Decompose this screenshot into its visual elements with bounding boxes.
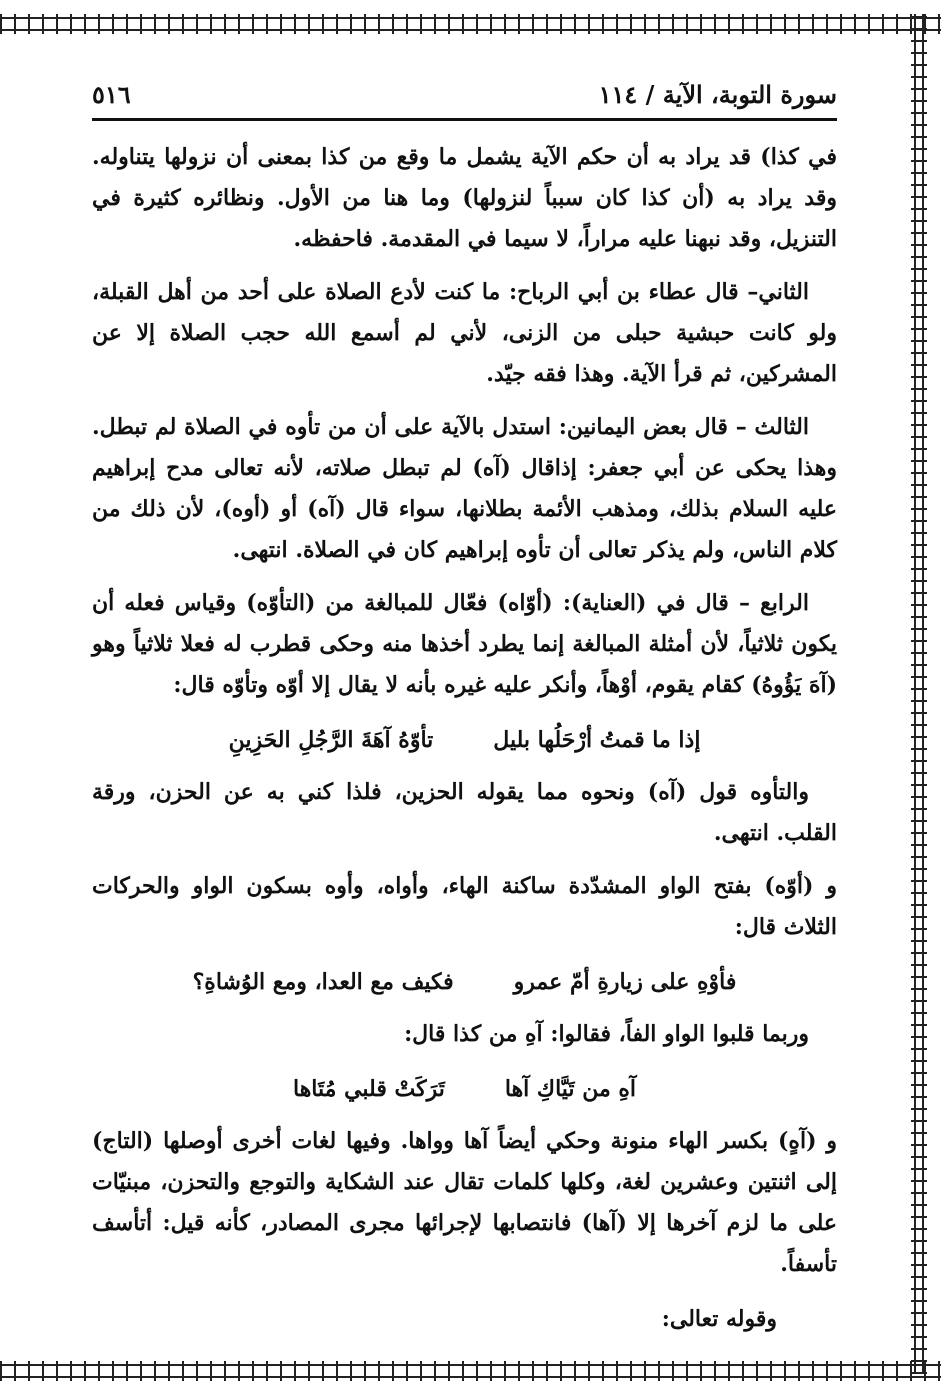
decorative-border-top [0, 14, 941, 34]
poetry-verse-1 [92, 718, 837, 762]
page-number: ٥١٦ [92, 79, 131, 109]
verse-hemistich-left: فكيف مع العدا، ومع الوُشاةِ؟ [192, 969, 454, 995]
line-between-verses: وربما قلبوا الواو الفاً، فقالوا: آهِ من كذا قال: [404, 1021, 809, 1047]
paragraph-6: و (أوّه) بفتح الواو المشدّدة ساكنة الهاء، وأواه، وأوه بسكون الواو والحركات الثلاث قال: [92, 873, 837, 940]
poetry-verse-3 [92, 1067, 837, 1111]
running-header [92, 70, 837, 121]
paragraph-4: الرابع – قال في (العناية): (أوّاه) فعّال للمبالغة من (التأوّه) وقياس فعله أن يكون ثلاثياً، لأن أمثلة المبالغة إنما يطرد أخذها منه وحكى قطرب له فعلا ثلاثياً وهو (آهَ يَؤُوهُ) كقام يقوم، أوْهاً، وأنكر عليه غيره بأنه لا يقال إلا أوّه وتأوّه قال: [92, 590, 837, 698]
paragraph-3: الثالث – قال بعض اليمانين: استدل بالآية على أن من تأوه في الصلاة لم تبطل. وهذا يحكى عن أبي جعفر: إذاقال (آه) لم تبطل صلاته، لأنه تعالى مدح إبراهيم عليه السلام بذلك، ومذهب الأئمة بطلانها، سواء قال (آه) أو (أوه)، لأن ذلك من كلام الناس، ولم يذكر تعالى أن تأوه إبراهيم كان في الصلاة. انتهى. [92, 414, 837, 563]
verse-hemistich-right: إذا ما قمتُ أرْحَلُها بليل [493, 727, 701, 753]
verse-hemistich-left: تأوّهُ آهَةَ الرَّجُلِ الحَزِينِ [228, 727, 434, 753]
header-title: سورة التوبة، الآية / ١١٤ [598, 79, 837, 109]
decorative-border-right [911, 14, 927, 1374]
verse-hemistich-right: آهِ من تَيَّاكِ آها [504, 1076, 637, 1102]
verse-hemistich-left: تَرَكَتْ قلبي مُتَاها [292, 1076, 445, 1102]
page-content [92, 70, 837, 1341]
closing-line: وقوله تعالى: [661, 1306, 777, 1332]
paragraph-2: الثاني– قال عطاء بن أبي الرباح: ما كنت لأدع الصلاة على أحد من أهل القبلة، ولو كانت حبشية حبلى من الزنى، لأني لم أسمع الله حجب الصلاة إلا عن المشركين، ثم قرأ الآية. وهذا فقه جيّد. [92, 279, 837, 387]
paragraph-1: في كذا) قد يراد به أن حكم الآية يشمل ما وقع من كذا بمعنى أن نزولها يتناوله. وقد يراد به (أن كذا كان سبباً لنزولها) وما هنا من الأول. ونظائره كثيرة في التنزيل، وقد نبهنا عليه مراراً، لا سيما في المقدمة. فاحفظه. [92, 144, 837, 252]
paragraph-7: و (آهٍ) بكسر الهاء منونة وحكي أيضاً آها وواها. وفيها لغات أخرى أوصلها (التاج) إلى اثنتين وعشرين لغة، وكلها كلمات تقال عند الشكاية والتوجع والتحزن، مبنيّات على ما لزم آخرها إلا (آها) فانتصابها لإجرائها مجرى المصادر، كأنه قيل: أتأسف تأسفاً. [92, 1128, 837, 1277]
paragraph-5: والتأوه قول (آه) ونحوه مما يقوله الحزين، فلذا كني به عن الحزن، ورقة القلب. انتهى. [92, 779, 837, 846]
decorative-border-bottom [0, 1361, 941, 1381]
verse-hemistich-right: فأوْهِ على زيارةِ أمّ عمرو [513, 969, 737, 995]
poetry-verse-2 [92, 960, 837, 1004]
